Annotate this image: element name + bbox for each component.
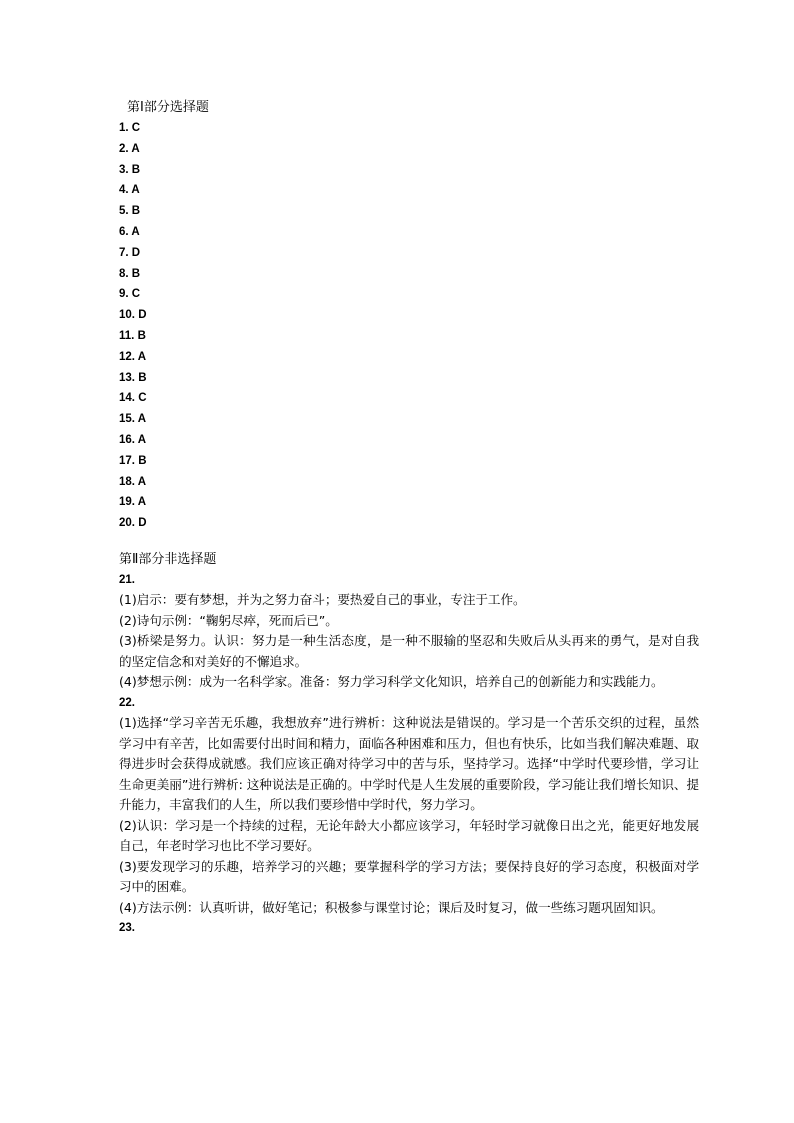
answer-choice: A — [137, 433, 147, 446]
answer-number: 17. — [119, 454, 135, 467]
answer-number: 15. — [119, 413, 135, 426]
question-number-22: 22. — [119, 696, 135, 709]
answer-choice: B — [137, 329, 146, 342]
answer-number: 6. — [119, 225, 129, 238]
answer-item — [119, 430, 699, 451]
part1-title: 第Ⅰ部分选择题 — [127, 100, 209, 115]
answer-item — [119, 201, 699, 222]
part2-title: 第Ⅱ部分非选择题 — [119, 551, 217, 567]
answer-choice: A — [137, 413, 147, 426]
answer-choice: C — [131, 122, 141, 134]
q21-answer-2: (2)诗句示例：“鞠躬尽瘁，死而后已”。 — [119, 612, 338, 628]
answer-choice: D — [138, 309, 147, 322]
q21-answer-4: (4)梦想示例：成为一名科学家。准备：努力学习科学文化知识，培养自己的创新能力和实践能力。 — [119, 674, 664, 690]
answer-item — [119, 451, 699, 472]
answer-item — [119, 326, 699, 347]
answer-number: 7. — [119, 246, 129, 259]
answer-choice: A — [137, 496, 147, 509]
answer-choice: A — [137, 475, 147, 488]
answer-choice: B — [131, 205, 141, 218]
answer-number: 14. — [119, 392, 135, 405]
answer-item — [119, 222, 699, 243]
answer-choice: A — [131, 184, 140, 197]
answer-item — [119, 409, 699, 430]
answer-number: 5. — [119, 205, 129, 218]
page-content — [119, 98, 699, 939]
answer-choice: B — [131, 163, 141, 176]
answer-item — [119, 243, 699, 264]
answer-item — [119, 388, 699, 409]
answer-item — [119, 513, 699, 534]
answer-item — [119, 305, 699, 326]
answer-item — [119, 139, 699, 160]
answer-choice: A — [131, 142, 140, 155]
answer-number: 8. — [119, 267, 129, 280]
q21-answer-3: (3)桥梁是努力。认识：努力是一种生活态度，是一种不服输的坚忍和失败后从头再来的勇气，是对自我的坚定信念和对美好的不懈追求。 — [119, 633, 699, 669]
answer-choice: A — [137, 350, 147, 363]
answer-number: 10. — [119, 309, 135, 322]
answer-choice: A — [131, 225, 140, 238]
answer-number: 20. — [119, 517, 135, 530]
answer-item — [119, 368, 699, 389]
answer-number: 13. — [119, 371, 135, 384]
answer-number: 16. — [119, 433, 135, 446]
answer-item — [119, 118, 699, 139]
question-number-21: 21. — [119, 573, 135, 586]
answer-list — [119, 118, 699, 534]
answer-item — [119, 284, 699, 305]
answer-number: 19. — [119, 496, 135, 509]
answer-number: 11. — [119, 329, 135, 342]
q21-answer-1: (1)启示：要有梦想，并为之努力奋斗；要热爱自己的事业，专注于工作。 — [119, 592, 526, 608]
answer-number: 18. — [119, 475, 135, 488]
answer-item — [119, 264, 699, 285]
answer-number: 9. — [119, 288, 129, 301]
answer-number: 1. — [119, 122, 129, 134]
answer-choice: C — [138, 392, 147, 405]
answer-choice: B — [138, 454, 147, 467]
answer-item — [119, 492, 699, 513]
answer-item — [119, 347, 699, 368]
q22-answer-2: (2)认识：学习是一个持续的过程，无论年龄大小都应该学习，年轻时学习就像日出之光，能更好地发展自己，年老时学习也比不学习要好。 — [119, 817, 699, 854]
section-spacer — [119, 534, 699, 550]
answer-number: 3. — [119, 163, 129, 176]
q22-answer-3: (3)要发现学习的乐趣，培养学习的兴趣；要掌握科学的学习方法；要保持良好的学习态度，积极面对学习中的困难。 — [119, 858, 699, 895]
answer-item — [119, 160, 699, 181]
answer-number: 2. — [119, 142, 129, 155]
answer-item — [119, 472, 699, 493]
answer-item — [119, 180, 699, 201]
q22-answer-4: (4)方法示例：认真听讲，做好笔记；积极参与课堂讨论；课后及时复习，做一些练习题巩固知识。 — [119, 899, 664, 915]
answer-choice: D — [138, 517, 147, 530]
answer-number: 12. — [119, 350, 135, 363]
answer-choice: B — [138, 371, 147, 384]
answer-choice: C — [131, 288, 141, 301]
answer-choice: D — [131, 246, 141, 259]
answer-choice: B — [131, 267, 141, 280]
question-number-23: 23. — [119, 922, 135, 935]
answer-number: 4. — [119, 184, 129, 197]
q22-answer-1: (1)选择“学习辛苦无乐趣，我想放弃”进行辨析：这种说法是错误的。学习是一个苦乐交织的过程，虽然学习中有辛苦，比如需要付出时间和精力，面临各种困难和压力，但也有快乐，比如当我们解决难题、取得进步时会获得成就感。我们应该正确对待学习中的苦与乐，坚持学习。选择“中学时代要珍惜，学习让生命更美丽”进行辨析: 这种说法是正确的。中学时代是人生发展的重要阶段，学习能让我们增长知识、提升能力，丰富我们的人生，所以我们要珍惜中学时代，努力学习。 — [119, 715, 699, 813]
